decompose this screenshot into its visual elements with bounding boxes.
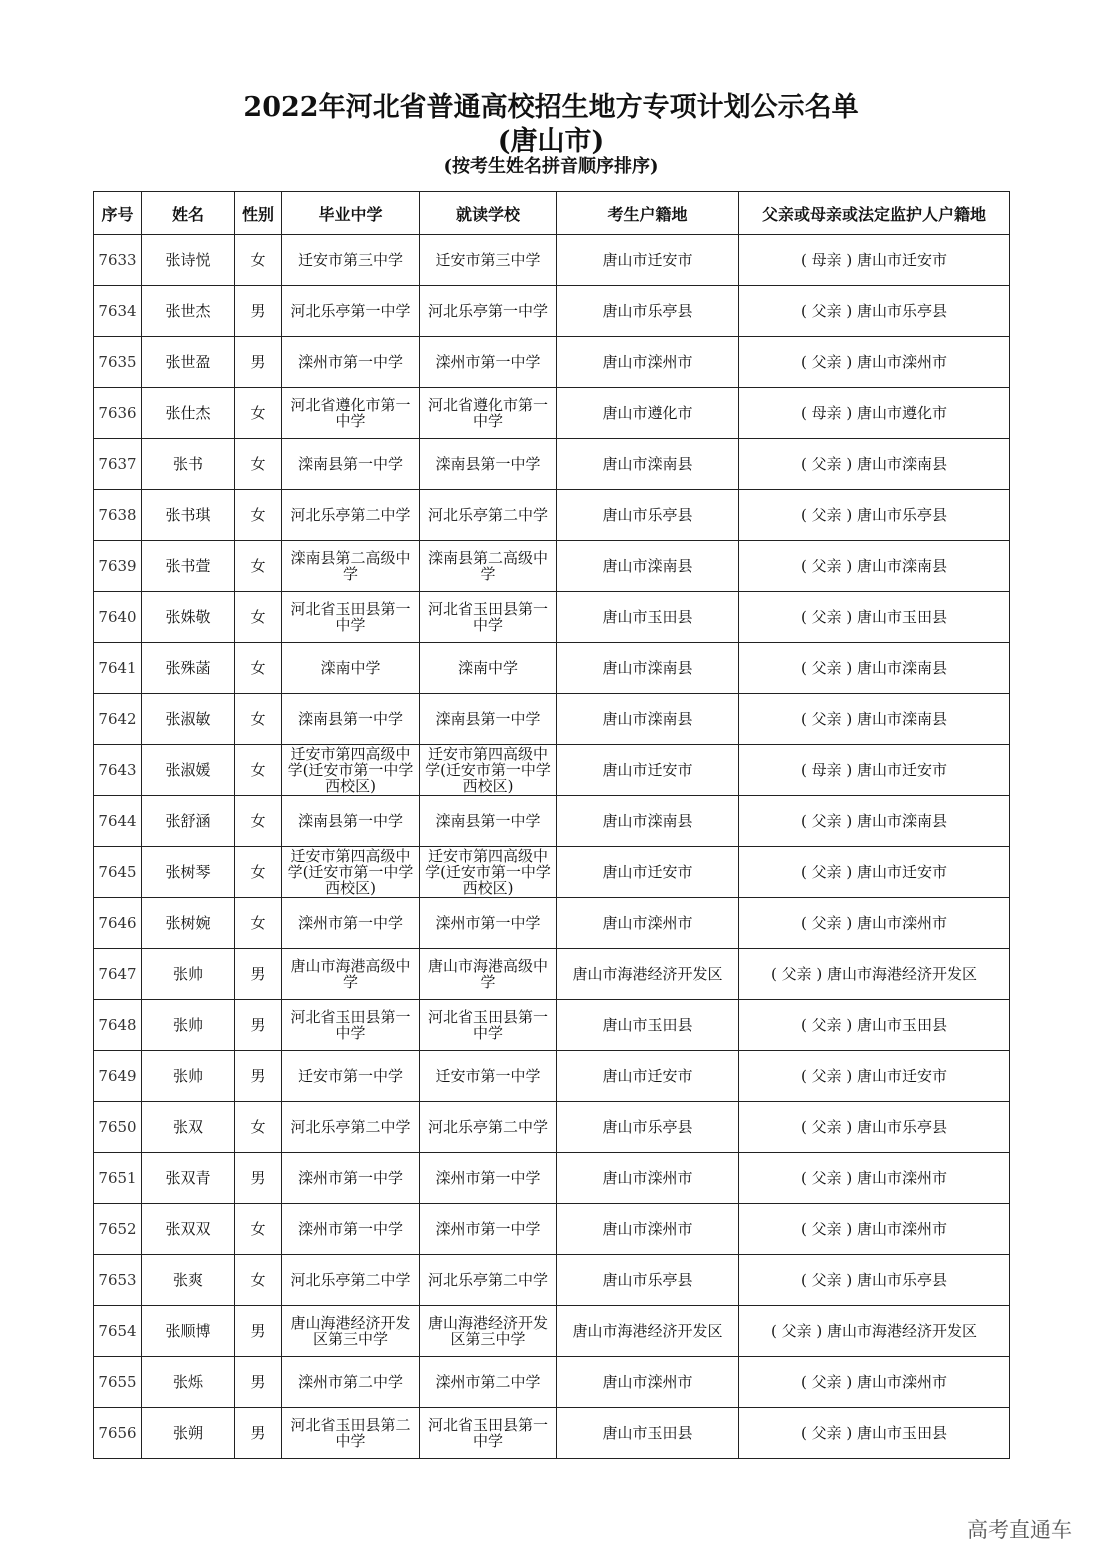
seq-cell: 7648 [94,1000,142,1051]
current-school-cell: 滦南县第一中学 [420,439,557,490]
student-residence-cell: 唐山市滦南县 [557,796,739,847]
graduation-school-cell: 滦南县第二高级中学 [282,541,420,592]
seq-cell: 7634 [94,286,142,337]
guardian-residence-cell: ( 父亲 ) 唐山市滦南县 [739,439,1010,490]
table-row [94,541,1010,592]
guardian-residence-cell: ( 父亲 ) 唐山市乐亭县 [739,286,1010,337]
gender-cell: 男 [235,1051,282,1102]
seq-cell: 7635 [94,337,142,388]
seq-cell: 7654 [94,1306,142,1357]
column-header-graduation-school: 毕业中学 [282,192,420,235]
gender-cell: 男 [235,949,282,1000]
seq-cell: 7645 [94,847,142,898]
graduation-school-cell: 迁安市第四高级中学(迁安市第一中学西校区) [282,745,420,796]
guardian-residence-cell: ( 父亲 ) 唐山市迁安市 [739,1051,1010,1102]
seq-cell: 7646 [94,898,142,949]
seq-cell: 7633 [94,235,142,286]
guardian-residence-cell: ( 父亲 ) 唐山市滦南县 [739,541,1010,592]
gender-cell: 女 [235,796,282,847]
guardian-residence-cell: ( 父亲 ) 唐山市滦州市 [739,898,1010,949]
gender-cell: 女 [235,1255,282,1306]
seq-cell: 7652 [94,1204,142,1255]
current-school-cell: 滦南县第一中学 [420,694,557,745]
seq-cell: 7639 [94,541,142,592]
name-cell: 张姝敬 [142,592,235,643]
graduation-school-cell: 河北省玉田县第一中学 [282,592,420,643]
graduation-school-cell: 唐山市海港高级中学 [282,949,420,1000]
name-cell: 张烁 [142,1357,235,1408]
student-residence-cell: 唐山市迁安市 [557,745,739,796]
graduation-school-cell: 滦州市第一中学 [282,898,420,949]
name-cell: 张书 [142,439,235,490]
guardian-residence-cell: ( 父亲 ) 唐山市滦南县 [739,694,1010,745]
column-header-guardian-residence: 父亲或母亲或法定监护人户籍地 [739,192,1010,235]
guardian-residence-cell: ( 父亲 ) 唐山市迁安市 [739,847,1010,898]
student-residence-cell: 唐山市迁安市 [557,235,739,286]
graduation-school-cell: 迁安市第四高级中学(迁安市第一中学西校区) [282,847,420,898]
guardian-residence-cell: ( 父亲 ) 唐山市玉田县 [739,592,1010,643]
table-row [94,1357,1010,1408]
column-header-gender: 性别 [235,192,282,235]
table-row [94,1408,1010,1459]
current-school-cell: 滦州市第一中学 [420,337,557,388]
guardian-residence-cell: ( 父亲 ) 唐山市玉田县 [739,1000,1010,1051]
table-row [94,694,1010,745]
name-cell: 张帅 [142,949,235,1000]
table-row [94,847,1010,898]
graduation-school-cell: 唐山海港经济开发区第三中学 [282,1306,420,1357]
current-school-cell: 滦州市第一中学 [420,1204,557,1255]
seq-cell: 7656 [94,1408,142,1459]
current-school-cell: 滦南县第一中学 [420,796,557,847]
table-row [94,1204,1010,1255]
gender-cell: 男 [235,1306,282,1357]
gender-cell: 女 [235,643,282,694]
current-school-cell: 河北省玉田县第一中学 [420,592,557,643]
name-cell: 张树琴 [142,847,235,898]
student-residence-cell: 唐山市乐亭县 [557,286,739,337]
gender-cell: 男 [235,1408,282,1459]
table-row [94,796,1010,847]
student-residence-cell: 唐山市迁安市 [557,1051,739,1102]
gender-cell: 女 [235,898,282,949]
seq-cell: 7651 [94,1153,142,1204]
name-cell: 张爽 [142,1255,235,1306]
name-cell: 张仕杰 [142,388,235,439]
student-residence-cell: 唐山市乐亭县 [557,490,739,541]
gender-cell: 男 [235,337,282,388]
guardian-residence-cell: ( 父亲 ) 唐山市滦州市 [739,1204,1010,1255]
graduation-school-cell: 河北乐亭第二中学 [282,1255,420,1306]
table-row [94,235,1010,286]
gender-cell: 男 [235,1000,282,1051]
graduation-school-cell: 滦州市第一中学 [282,1153,420,1204]
name-cell: 张书萱 [142,541,235,592]
student-residence-cell: 唐山市滦州市 [557,337,739,388]
seq-cell: 7647 [94,949,142,1000]
graduation-school-cell: 河北乐亭第二中学 [282,490,420,541]
table-row [94,949,1010,1000]
document-title: 2022年河北省普通高校招生地方专项计划公示名单 [243,92,859,123]
watermark-text: 高考直通车 [967,1518,1072,1542]
sort-note: (按考生姓名拼音顺序排序) [443,156,659,177]
name-cell: 张书琪 [142,490,235,541]
graduation-school-cell: 河北省玉田县第一中学 [282,1000,420,1051]
table-header-row [94,192,1010,235]
table-row [94,388,1010,439]
seq-cell: 7643 [94,745,142,796]
roster-table [93,191,1010,1459]
gender-cell: 女 [235,235,282,286]
name-cell: 张帅 [142,1000,235,1051]
guardian-residence-cell: ( 父亲 ) 唐山市玉田县 [739,1408,1010,1459]
name-cell: 张淑敏 [142,694,235,745]
student-residence-cell: 唐山市滦州市 [557,1204,739,1255]
gender-cell: 女 [235,745,282,796]
guardian-residence-cell: ( 父亲 ) 唐山市滦州市 [739,337,1010,388]
table-row [94,1000,1010,1051]
table-body [94,235,1010,1459]
name-cell: 张双 [142,1102,235,1153]
student-residence-cell: 唐山市玉田县 [557,1408,739,1459]
graduation-school-cell: 迁安市第三中学 [282,235,420,286]
graduation-school-cell: 滦南县第一中学 [282,439,420,490]
seq-cell: 7644 [94,796,142,847]
graduation-school-cell: 滦州市第一中学 [282,337,420,388]
guardian-residence-cell: ( 父亲 ) 唐山市乐亭县 [739,490,1010,541]
name-cell: 张朔 [142,1408,235,1459]
guardian-residence-cell: ( 母亲 ) 唐山市遵化市 [739,388,1010,439]
current-school-cell: 河北省玉田县第一中学 [420,1000,557,1051]
student-residence-cell: 唐山市滦南县 [557,643,739,694]
name-cell: 张世盈 [142,337,235,388]
current-school-cell: 滦州市第二中学 [420,1357,557,1408]
name-cell: 张诗悦 [142,235,235,286]
table-row [94,1051,1010,1102]
name-cell: 张帅 [142,1051,235,1102]
gender-cell: 女 [235,592,282,643]
graduation-school-cell: 滦南县第一中学 [282,796,420,847]
current-school-cell: 河北省玉田县第一中学 [420,1408,557,1459]
current-school-cell: 滦州市第一中学 [420,898,557,949]
table-row [94,898,1010,949]
graduation-school-cell: 滦南中学 [282,643,420,694]
student-residence-cell: 唐山市滦州市 [557,898,739,949]
graduation-school-cell: 迁安市第一中学 [282,1051,420,1102]
name-cell: 张双青 [142,1153,235,1204]
current-school-cell: 滦南县第二高级中学 [420,541,557,592]
gender-cell: 男 [235,286,282,337]
guardian-residence-cell: ( 父亲 ) 唐山市滦南县 [739,643,1010,694]
student-residence-cell: 唐山市滦南县 [557,541,739,592]
column-header-student-residence: 考生户籍地 [557,192,739,235]
seq-cell: 7637 [94,439,142,490]
current-school-cell: 河北乐亭第二中学 [420,490,557,541]
document-subtitle-city: (唐山市) [497,126,605,157]
seq-cell: 7640 [94,592,142,643]
table-row [94,592,1010,643]
guardian-residence-cell: ( 父亲 ) 唐山市海港经济开发区 [739,1306,1010,1357]
gender-cell: 女 [235,1204,282,1255]
graduation-school-cell: 滦州市第一中学 [282,1204,420,1255]
student-residence-cell: 唐山市滦南县 [557,694,739,745]
current-school-cell: 河北乐亭第一中学 [420,286,557,337]
student-residence-cell: 唐山市滦州市 [557,1153,739,1204]
guardian-residence-cell: ( 父亲 ) 唐山市乐亭县 [739,1255,1010,1306]
guardian-residence-cell: ( 父亲 ) 唐山市滦州市 [739,1153,1010,1204]
current-school-cell: 河北省遵化市第一中学 [420,388,557,439]
graduation-school-cell: 河北乐亭第二中学 [282,1102,420,1153]
guardian-residence-cell: ( 父亲 ) 唐山市滦州市 [739,1357,1010,1408]
graduation-school-cell: 河北省玉田县第二中学 [282,1408,420,1459]
table-row [94,745,1010,796]
name-cell: 张树婉 [142,898,235,949]
gender-cell: 女 [235,388,282,439]
current-school-cell: 滦南中学 [420,643,557,694]
seq-cell: 7642 [94,694,142,745]
current-school-cell: 迁安市第四高级中学(迁安市第一中学西校区) [420,745,557,796]
column-header-seq: 序号 [94,192,142,235]
table-row [94,1102,1010,1153]
gender-cell: 男 [235,1153,282,1204]
name-cell: 张殊菡 [142,643,235,694]
student-residence-cell: 唐山市玉田县 [557,1000,739,1051]
gender-cell: 女 [235,490,282,541]
table-row [94,1255,1010,1306]
seq-cell: 7636 [94,388,142,439]
seq-cell: 7655 [94,1357,142,1408]
student-residence-cell: 唐山市乐亭县 [557,1102,739,1153]
current-school-cell: 滦州市第一中学 [420,1153,557,1204]
student-residence-cell: 唐山市滦州市 [557,1357,739,1408]
graduation-school-cell: 河北省遵化市第一中学 [282,388,420,439]
guardian-residence-cell: ( 父亲 ) 唐山市海港经济开发区 [739,949,1010,1000]
column-header-name: 姓名 [142,192,235,235]
gender-cell: 女 [235,1102,282,1153]
guardian-residence-cell: ( 母亲 ) 唐山市迁安市 [739,235,1010,286]
gender-cell: 女 [235,694,282,745]
seq-cell: 7649 [94,1051,142,1102]
table-row [94,439,1010,490]
gender-cell: 女 [235,847,282,898]
guardian-residence-cell: ( 母亲 ) 唐山市迁安市 [739,745,1010,796]
current-school-cell: 迁安市第三中学 [420,235,557,286]
name-cell: 张舒涵 [142,796,235,847]
table-row [94,337,1010,388]
student-residence-cell: 唐山市玉田县 [557,592,739,643]
gender-cell: 女 [235,439,282,490]
current-school-cell: 河北乐亭第二中学 [420,1102,557,1153]
table-row [94,286,1010,337]
name-cell: 张顺博 [142,1306,235,1357]
current-school-cell: 唐山市海港高级中学 [420,949,557,1000]
student-residence-cell: 唐山市海港经济开发区 [557,949,739,1000]
student-residence-cell: 唐山市乐亭县 [557,1255,739,1306]
current-school-cell: 河北乐亭第二中学 [420,1255,557,1306]
seq-cell: 7641 [94,643,142,694]
student-residence-cell: 唐山市遵化市 [557,388,739,439]
seq-cell: 7650 [94,1102,142,1153]
table-row [94,1153,1010,1204]
column-header-current-school: 就读学校 [420,192,557,235]
name-cell: 张淑媛 [142,745,235,796]
student-residence-cell: 唐山市滦南县 [557,439,739,490]
table-row [94,1306,1010,1357]
guardian-residence-cell: ( 父亲 ) 唐山市滦南县 [739,796,1010,847]
seq-cell: 7638 [94,490,142,541]
graduation-school-cell: 滦州市第二中学 [282,1357,420,1408]
table-row [94,490,1010,541]
current-school-cell: 唐山海港经济开发区第三中学 [420,1306,557,1357]
gender-cell: 男 [235,1357,282,1408]
current-school-cell: 迁安市第一中学 [420,1051,557,1102]
name-cell: 张世杰 [142,286,235,337]
student-residence-cell: 唐山市迁安市 [557,847,739,898]
gender-cell: 女 [235,541,282,592]
table-row [94,643,1010,694]
current-school-cell: 迁安市第四高级中学(迁安市第一中学西校区) [420,847,557,898]
seq-cell: 7653 [94,1255,142,1306]
name-cell: 张双双 [142,1204,235,1255]
student-residence-cell: 唐山市海港经济开发区 [557,1306,739,1357]
graduation-school-cell: 河北乐亭第一中学 [282,286,420,337]
guardian-residence-cell: ( 父亲 ) 唐山市乐亭县 [739,1102,1010,1153]
graduation-school-cell: 滦南县第一中学 [282,694,420,745]
